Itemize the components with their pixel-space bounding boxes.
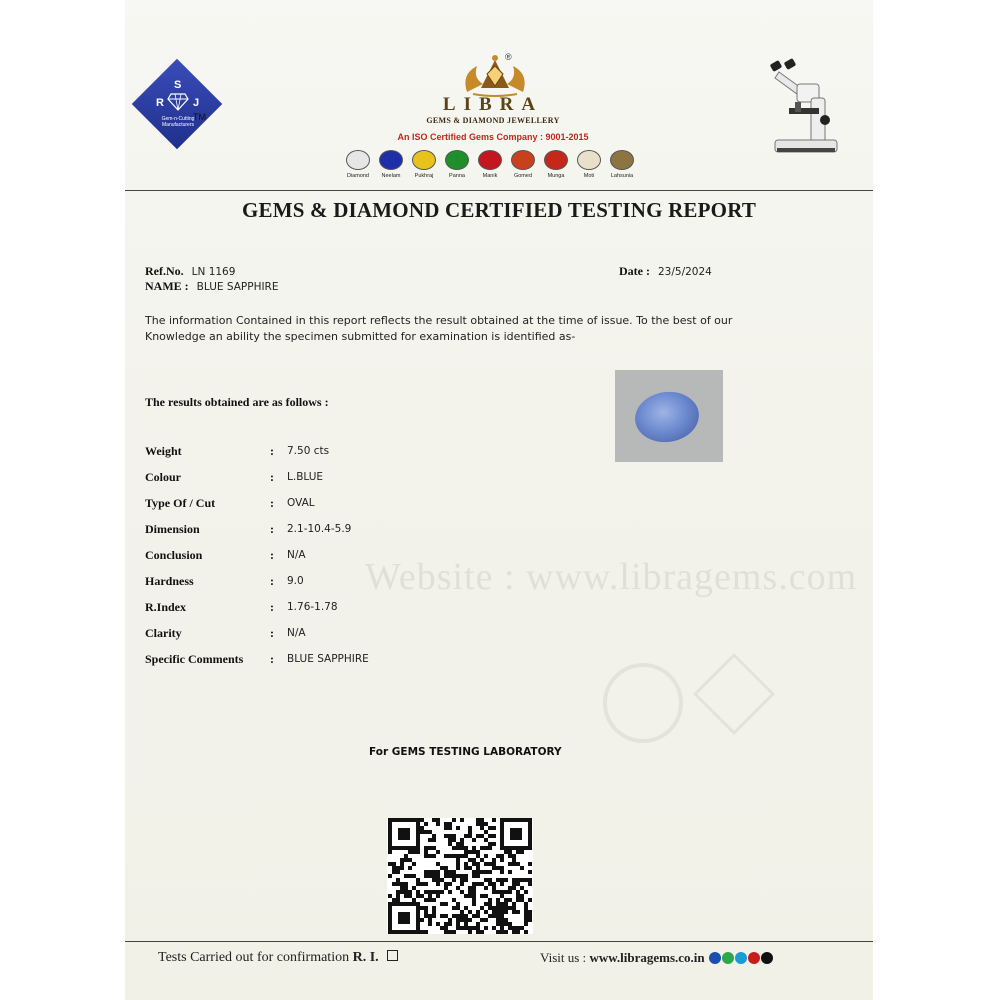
srj-letter-r: R <box>156 97 164 109</box>
results-heading: The results obtained are as follows : <box>145 395 329 409</box>
instagram-icon[interactable] <box>761 952 773 964</box>
microscope-icon <box>765 58 845 158</box>
name-label: NAME : <box>145 279 189 293</box>
gem-label: Moti <box>583 173 595 179</box>
result-value: L.BLUE <box>287 471 324 483</box>
name-line <box>145 277 279 295</box>
gem-label: Panna <box>449 173 465 179</box>
whatsapp-icon[interactable] <box>722 952 734 964</box>
result-value: 2.1-10.4-5.9 <box>287 523 352 535</box>
result-label: Type Of / Cut <box>145 496 216 510</box>
result-colon: : <box>270 600 274 614</box>
gem-neelam <box>376 150 406 179</box>
result-value: N/A <box>287 549 306 561</box>
trademark-symbol: TM <box>193 112 206 122</box>
result-colon: : <box>270 652 274 666</box>
result-value: 7.50 cts <box>287 445 330 457</box>
gem-label: Neelam <box>381 173 401 179</box>
gem-icons-row <box>343 150 645 190</box>
srj-tagline: Gem-n-Cutting Manufacturers <box>161 116 195 128</box>
date-line <box>619 262 712 280</box>
youtube-icon[interactable] <box>748 952 760 964</box>
website-watermark: Website : www.libragems.com <box>365 556 858 598</box>
visit-line <box>540 950 773 966</box>
srj-letter-s: S <box>174 79 182 91</box>
pukhraj-stone-icon <box>412 150 436 170</box>
registered-symbol: ® <box>505 52 512 62</box>
panna-stone-icon <box>445 150 469 170</box>
watermark-diamond-icon <box>693 653 775 735</box>
twitter-icon[interactable] <box>735 952 747 964</box>
result-label: Conclusion <box>145 548 203 562</box>
result-label: Hardness <box>145 574 194 588</box>
result-label: Specific Comments <box>145 652 244 666</box>
brand-subtitle: GEMS & DIAMOND JEWELLERY <box>426 116 560 125</box>
gem-munga <box>541 150 571 179</box>
gem-diamond <box>343 150 373 179</box>
checkbox-icon <box>387 950 398 961</box>
iso-certification: An ISO Certified Gems Company : 9001-2015 <box>397 132 589 142</box>
srj-gem-icon <box>167 93 189 111</box>
blue-sapphire-image <box>632 388 702 446</box>
report-intro: The information Contained in this report reflects the result obtained at the time of issue. To the best of our Knowledge an ability the specimen submitted for examination is identified as- <box>145 314 733 343</box>
qr-code <box>387 818 533 934</box>
result-colon: : <box>270 470 274 484</box>
result-value: N/A <box>287 627 306 639</box>
moti-stone-icon <box>577 150 601 170</box>
gem-gomed <box>508 150 538 179</box>
result-value: OVAL <box>287 497 315 509</box>
gem-photo <box>615 370 723 462</box>
result-colon: : <box>270 496 274 510</box>
visit-prefix: Visit us : <box>540 950 587 965</box>
gem-label: Gomed <box>513 173 533 179</box>
header-divider <box>125 190 873 191</box>
report-title: GEMS & DIAMOND CERTIFIED TESTING REPORT <box>241 198 757 222</box>
result-value: 9.0 <box>287 575 304 587</box>
tests-prefix: Tests Carried out for confirmation <box>158 950 350 965</box>
result-label: Clarity <box>145 626 182 640</box>
date-label: Date : <box>619 264 650 278</box>
gem-manik <box>475 150 505 179</box>
gem-lahsunia <box>607 150 637 179</box>
result-colon: : <box>270 444 274 458</box>
gem-label: Munga <box>547 173 565 179</box>
watermark-seal-icon <box>603 663 683 743</box>
result-value: 1.76-1.78 <box>287 601 338 613</box>
munga-stone-icon <box>544 150 568 170</box>
srj-logo <box>133 60 223 150</box>
footer-divider <box>125 941 873 942</box>
lab-signature-label: For GEMS TESTING LABORATORY <box>369 746 562 758</box>
gem-panna <box>442 150 472 179</box>
result-label: Weight <box>145 444 182 458</box>
gem-label: Diamond <box>346 173 369 179</box>
ref-label: Ref.No. <box>145 264 184 278</box>
date-value: 23/5/2024 <box>657 266 712 278</box>
gem-label: Manik <box>482 173 498 179</box>
result-label: Colour <box>145 470 181 484</box>
manik-stone-icon <box>478 150 502 170</box>
certificate-page <box>125 0 873 1000</box>
facebook-icon[interactable] <box>709 952 721 964</box>
tests-ri: R. I. <box>352 950 379 965</box>
gem-moti <box>574 150 604 179</box>
gem-label: Lahsunia <box>610 173 634 179</box>
result-label: Dimension <box>145 522 200 536</box>
lahsunia-stone-icon <box>610 150 634 170</box>
tests-confirmation-line <box>158 950 398 966</box>
name-value: BLUE SAPPHIRE <box>196 281 279 293</box>
libra-emblem-icon <box>459 52 531 98</box>
result-colon: : <box>270 522 274 536</box>
gem-label: Pukhraj <box>414 173 434 179</box>
result-value: BLUE SAPPHIRE <box>287 653 369 665</box>
result-colon: : <box>270 548 274 562</box>
social-icons <box>708 950 773 965</box>
gem-pukhraj <box>409 150 439 179</box>
result-label: R.Index <box>145 600 187 614</box>
srj-letter-j: J <box>193 97 200 109</box>
result-colon: : <box>270 626 274 640</box>
ref-value: LN 1169 <box>191 266 236 278</box>
neelam-stone-icon <box>379 150 403 170</box>
gomed-stone-icon <box>511 150 535 170</box>
result-colon: : <box>270 574 274 588</box>
brand-name: LIBRA <box>442 94 544 115</box>
website-link[interactable]: www.libragems.co.in <box>589 950 705 965</box>
diamond-stone-icon <box>346 150 370 170</box>
